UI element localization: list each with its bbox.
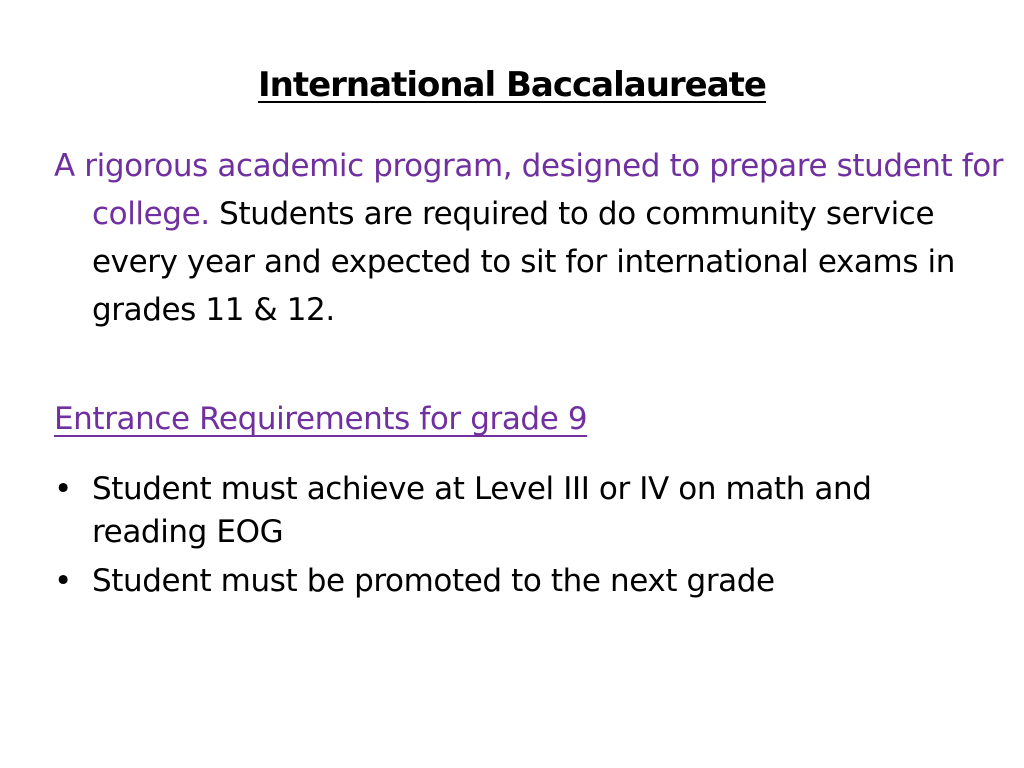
list-item-text: Student must achieve at Level III or IV on math and reading EOG xyxy=(92,471,872,550)
entrance-requirements-heading: Entrance Requirements for grade 9 xyxy=(54,401,588,437)
list-item-text: Student must be promoted to the next grade xyxy=(92,563,775,599)
requirements-list xyxy=(54,468,974,609)
bullet-icon: • xyxy=(54,471,72,507)
slide-title: International Baccalaureate xyxy=(258,65,766,105)
list-item xyxy=(54,468,974,554)
intro-highlighted-text: A rigorous academic program, designed to prepare student for college. xyxy=(54,148,1004,232)
intro-body-text: Students are required to do community service every year and expected to sit for international exams in grades 11 & 12. xyxy=(92,196,955,328)
bullet-icon: • xyxy=(54,563,72,599)
list-item xyxy=(54,560,974,603)
intro-paragraph xyxy=(54,142,1012,334)
